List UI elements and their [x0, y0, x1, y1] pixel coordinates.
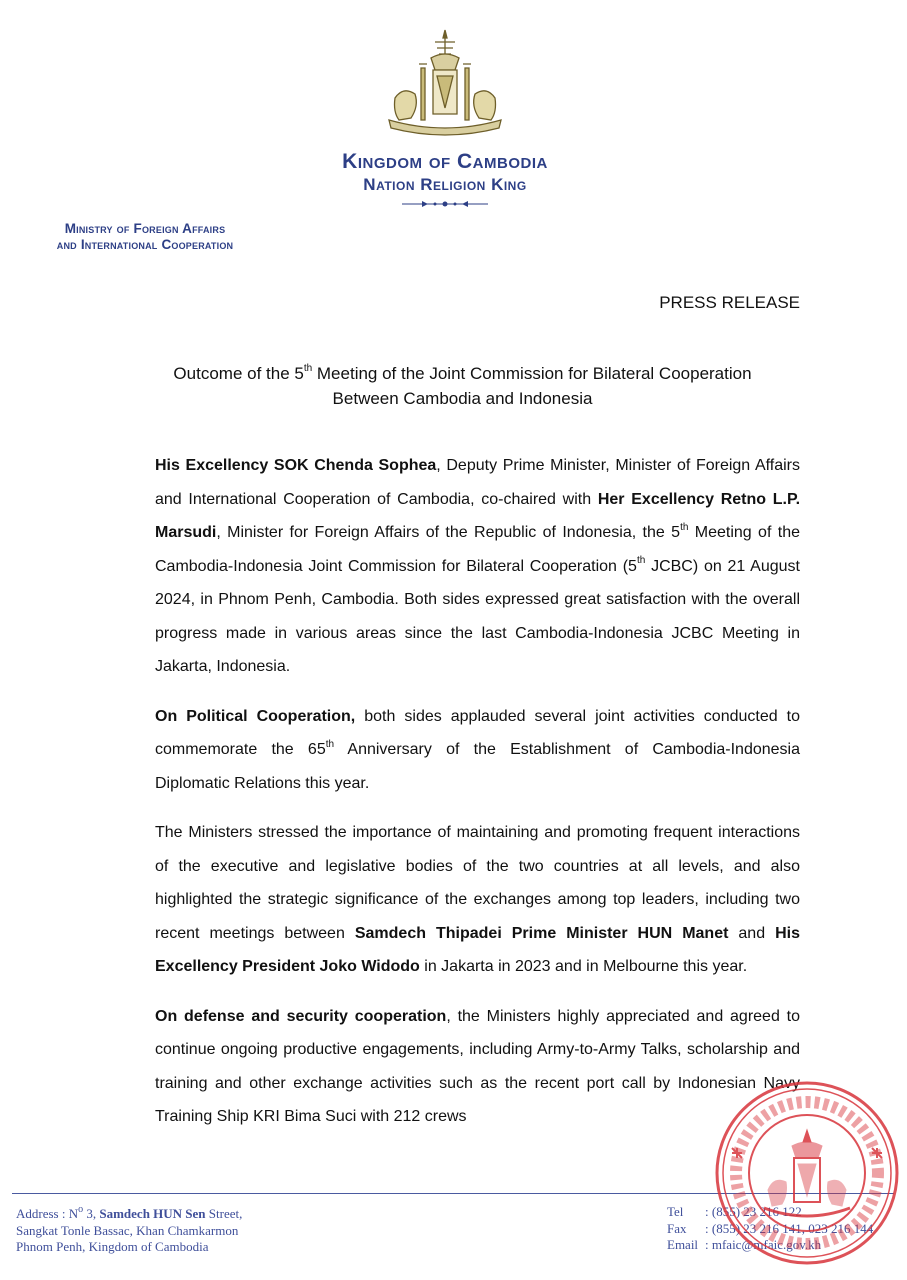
ornament-divider-icon	[400, 199, 490, 209]
footer-address: Address : $N^o$ 3, Samdech HUN Sen Street, Sangkat Tonle Bassac, Khan Chamkarmon Phnom Penh, Kingdom of Cambodia	[16, 1203, 243, 1254]
national-motto: Nation Religion King	[363, 175, 527, 194]
paragraph-2: On Political Cooperation, both sides applauded several joint activities conducted to commemorate the 65th Anniversary of the Establishment of Cambodia-Indonesia Diplomatic Relations this year.	[155, 707, 800, 792]
official-seal-stamp-icon	[712, 1078, 902, 1268]
ministry-name-line2: and International Cooperation	[56, 237, 234, 252]
kingdom-title: Kingdom of Cambodia	[342, 150, 548, 173]
royal-coat-of-arms-icon	[385, 28, 505, 140]
ministry-name-line1: Ministry of Foreign Affairs	[64, 221, 226, 236]
paragraph-3: The Ministers stressed the importance of maintaining and promoting frequent interactions of the executive and legislative bodies of the two countries at all levels, and also highlighted the strategic significance of the exchanges among top leaders, including two recent meetings between Samdech Thipadei Prime Minister HUN Manet and His Excellency President Joko Widodo in Jakarta in 2023 and in Melbourne this year.	[155, 824, 800, 975]
press-release-label: PRESS RELEASE	[659, 293, 800, 312]
paragraph-4: On defense and security cooperation, the Ministers highly appreciated and agreed to continue ongoing productive engagements, including Army-to-Army Talks, scholarship and training and other exchange activities such as the recent port call by Indonesian Navy Training Ship KRI Bima Suci with 212 crews	[155, 1007, 801, 1125]
footer-contact: Tel : (855) 23 216 122 Fax : (855) 23 216 141, 023 216 144 Email : mfaic@mfaic.gov.kh	[667, 1204, 874, 1252]
paragraph-1: His Excellency SOK Chenda Sophea, Deputy Prime Minister, Minister of Foreign Affairs and International Cooperation of Cambodia, co-chaired with Her Excellency Retno L.P. Marsudi, Minister for Foreign Affairs of the Republic of Indonesia, the 5th Meeting of the Cambodia-Indonesia Joint Commission for Bilateral Cooperation (5th JCBC) on 21 August 2024, in Phnom Penh, Cambodia. Both sides expressed great satisfaction with the overall progress made in various areas since the last Cambodia-Indonesia JCBC Meeting in Jakarta, Indonesia.	[155, 457, 801, 675]
document-title: Outcome of the 5th Meeting of the Joint Commission for Bilateral Cooperation Between Cambodia and Indonesia	[173, 363, 752, 408]
document-body	[155, 449, 800, 1150]
